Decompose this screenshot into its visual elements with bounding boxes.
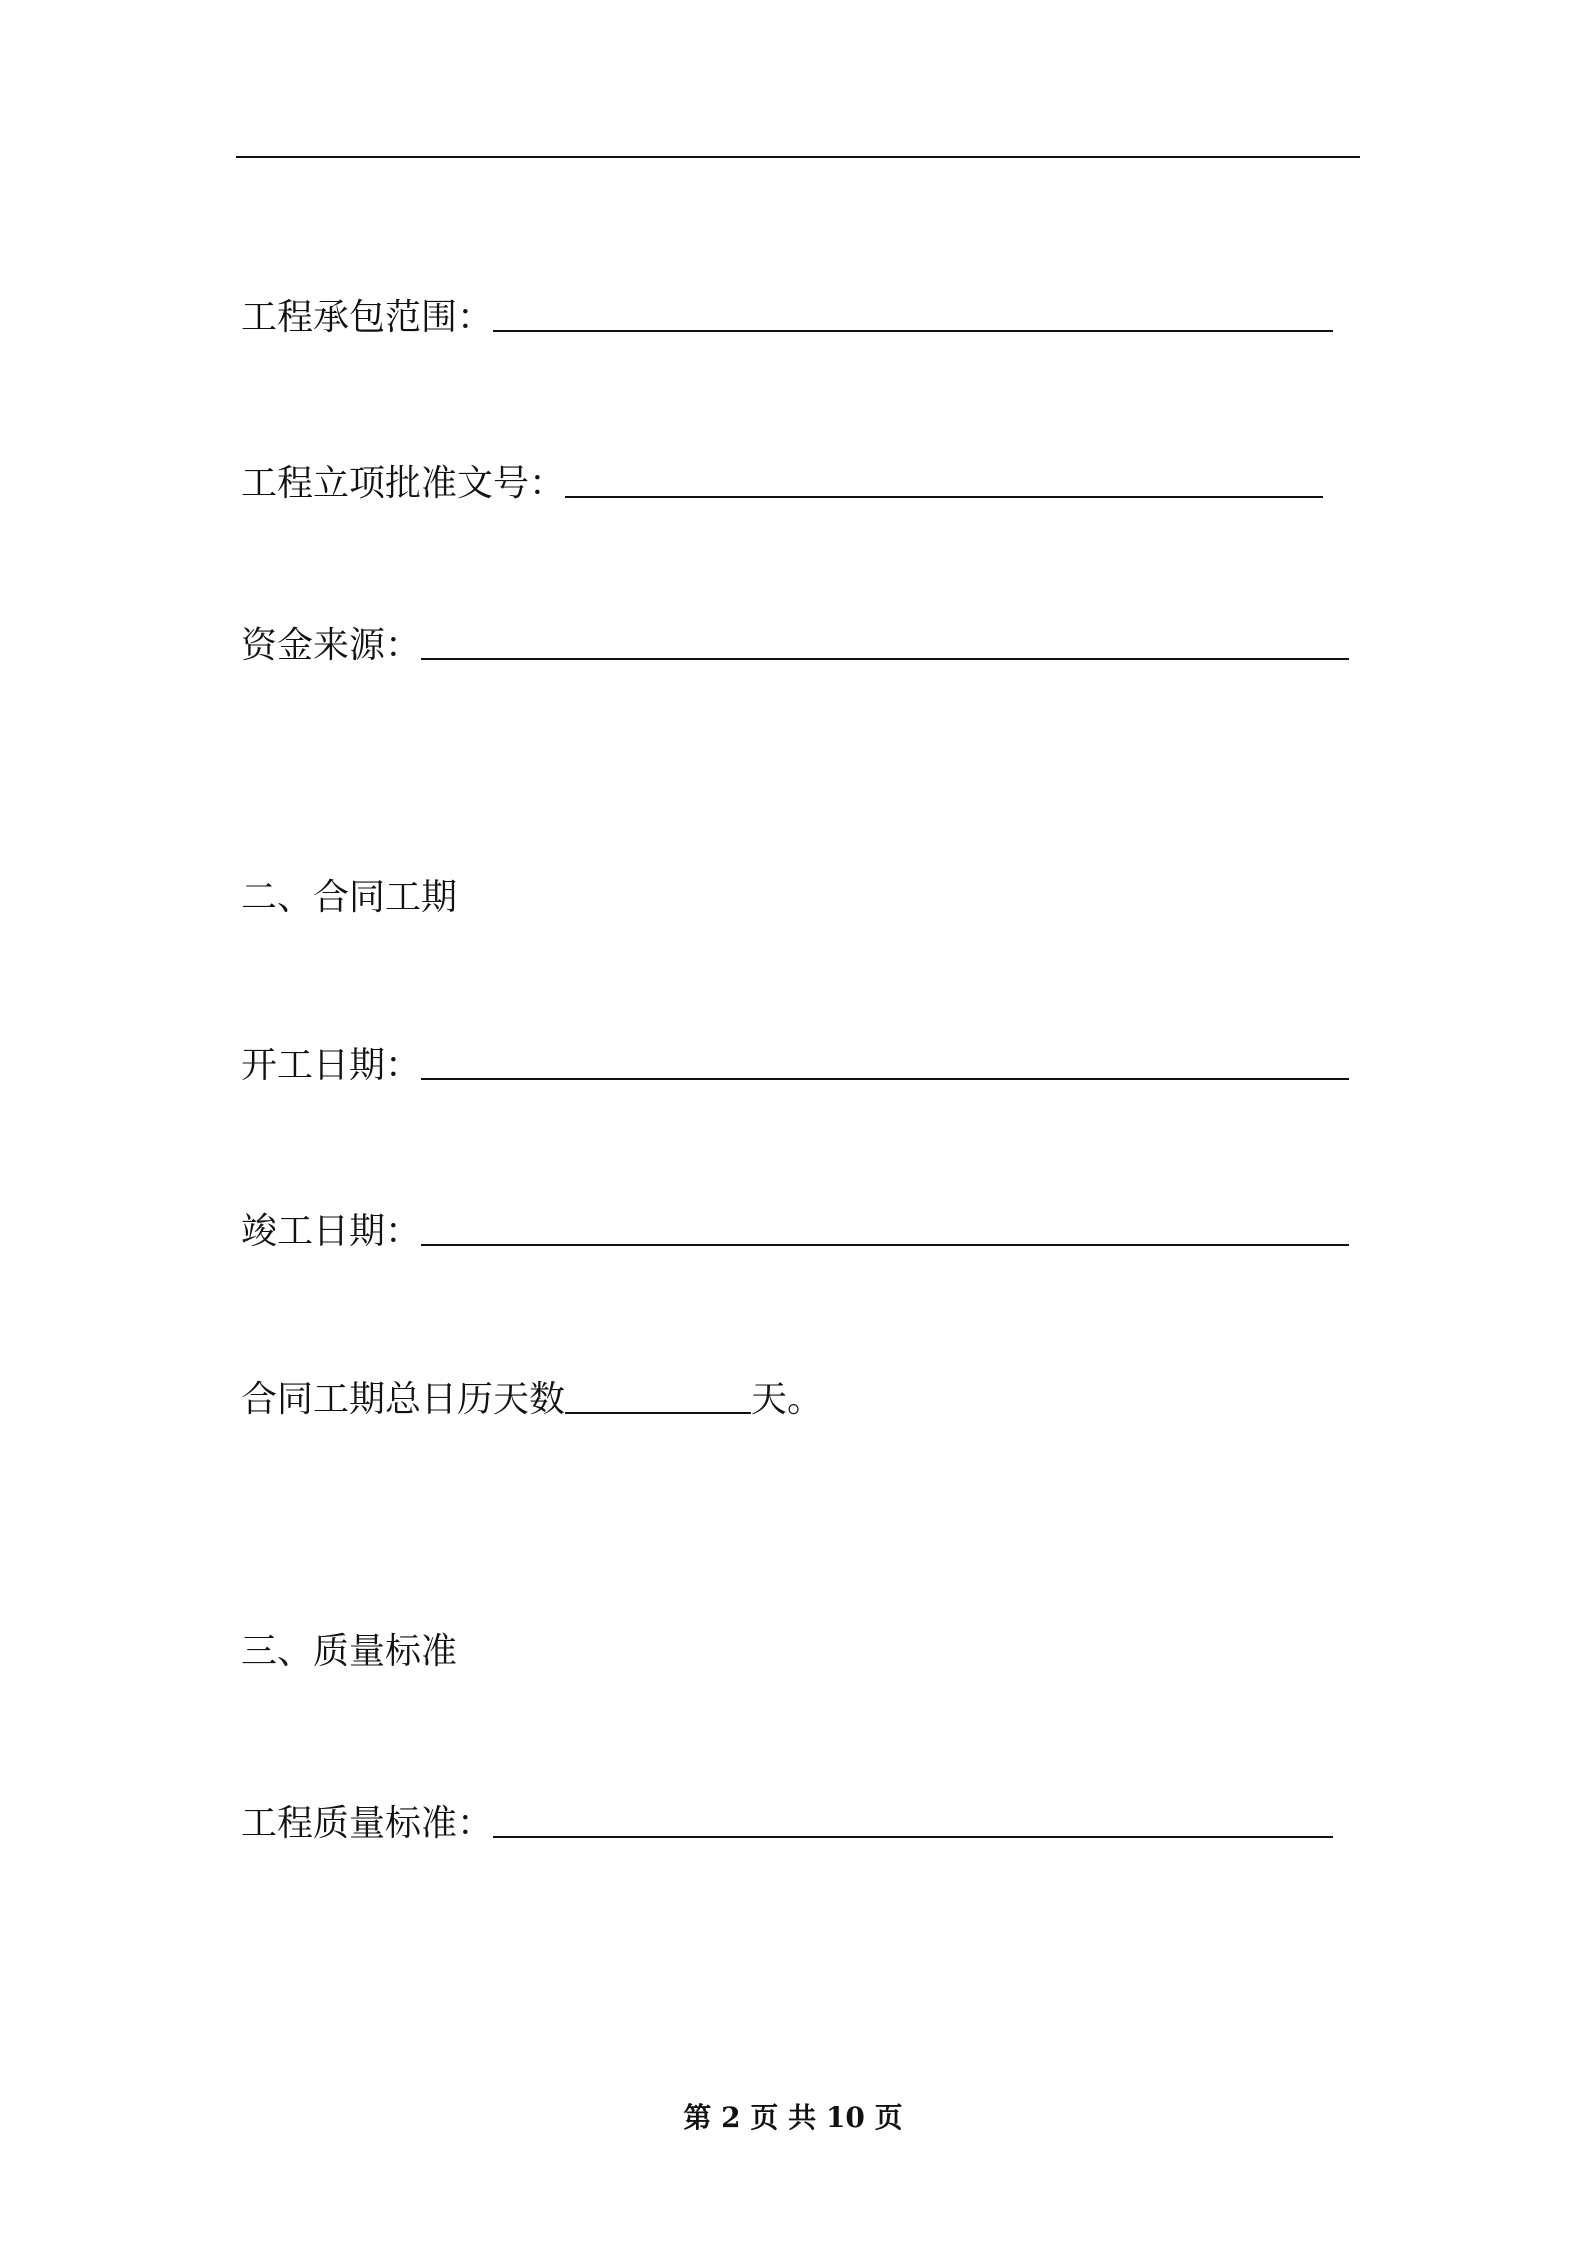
total-days-prefix: 合同工期总日历天数: [241, 1379, 566, 1420]
header-rule: [236, 156, 1360, 158]
field-quality-standard-label: 工程质量标准：: [241, 1803, 494, 1844]
field-funding: [241, 622, 1349, 670]
field-scope-label: 工程承包范围：: [241, 297, 494, 338]
page-indicator: 第 2 页 共 10 页: [683, 2101, 903, 2134]
field-approval-no: [241, 460, 1323, 508]
total-days-suffix: 天。: [751, 1379, 824, 1420]
field-completion-date-label: 竣工日期：: [241, 1211, 422, 1252]
field-start-date: [241, 1042, 1349, 1090]
field-start-date-label: 开工日期：: [241, 1045, 422, 1086]
field-completion-date: [241, 1208, 1349, 1256]
field-funding-label: 资金来源：: [241, 625, 422, 666]
section-contract-period-title: 二、合同工期: [241, 877, 458, 918]
field-quality-standard-blank[interactable]: [493, 1836, 1333, 1838]
total-days-blank[interactable]: [565, 1412, 751, 1414]
field-scope-blank[interactable]: [493, 330, 1333, 332]
total-days-line: [241, 1376, 823, 1424]
field-scope: [241, 294, 1333, 342]
field-start-date-blank[interactable]: [421, 1078, 1349, 1080]
section-quality-title: 三、质量标准: [241, 1631, 458, 1672]
field-approval-no-blank[interactable]: [565, 496, 1323, 498]
field-approval-no-label: 工程立项批准文号：: [241, 463, 566, 504]
field-funding-blank[interactable]: [421, 658, 1349, 660]
field-completion-date-blank[interactable]: [421, 1244, 1349, 1246]
field-quality-standard: [241, 1800, 1333, 1848]
